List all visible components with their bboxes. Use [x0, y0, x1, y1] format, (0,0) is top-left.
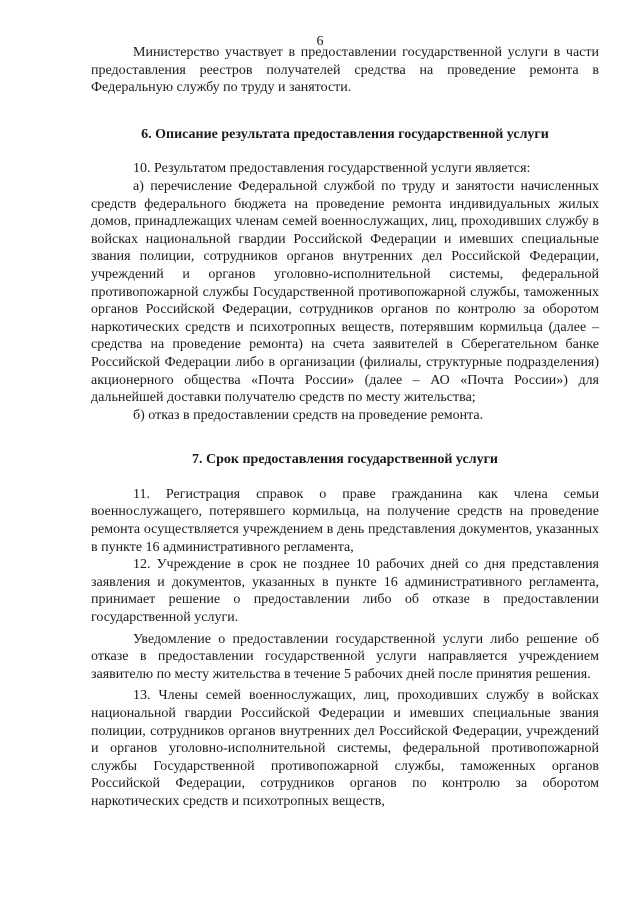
paragraph-ministry: Министерство участвует в предоставлении государственной услуги в части предоставления реестров получателей средства на проведение ремонта в Федеральную службу по труду и занятости. [91, 45, 599, 96]
section-7-heading: 7. Срок предоставления государственной услуги [192, 452, 498, 468]
paragraph-12-notice: Уведомление о предоставлении государственной услуги либо решение об отказе в предоставлении государственной услуги направляется учреждением заявителю по месту жительства в течение 5 рабочих дней после принятия решения. [91, 631, 599, 682]
paragraph-10a: а) перечисление Федеральной службой по труду и занятости начисленных средств федерального бюджета на проведение ремонта индивидуальных жилых домов, принадлежащих членам семей военнослужащих, лиц, проходивших службу в войсках национальной гвардии Российской Федерации и имевших специальные звания полиции, сотрудников органов внутренних дел Российской Федерации, учреждений и органов уголовно-исполнительной системы, федеральной противопожарной службы Государственной противопожарной службы, таможенных органов Российской Федерации, сотрудников органов по контролю за оборотом наркотических средств и психотропных веществ, потерявшим кормильца (далее – средства на проведение ремонта) на счета заявителей в Сберегательном банке Российской Федерации либо в организации (филиалы, структурные подразделения) акционерного общества «Почта России» (далее – АО «Почта России») для дальнейшей доставки получателю средств по месту жительства; [91, 178, 599, 406]
section-6-heading: 6. Описание результата предоставления государственной услуги [141, 126, 549, 142]
paragraph-11: 11. Регистрация справок о праве гражданина как члена семьи военнослужащего, потерявшего кормильца, на получение средств на проведение ремонта осуществляется учреждением в день представления документов, указанных в пункте 16 административного регламента, [91, 486, 599, 555]
paragraph-10: 10. Результатом предоставления государственной услуги является: [133, 161, 531, 177]
page-number: 6 [316, 34, 324, 49]
paragraph-10b: б) отказ в предоставлении средств на проведение ремонта. [133, 407, 484, 423]
paragraph-12: 12. Учреждение в срок не позднее 10 рабочих дней со дня представления заявления и документов, указанных в пункте 16 административного регламента, принимает решение о предоставлении либо об отказе в предоставлении государственной услуги. [91, 557, 599, 626]
paragraph-13: 13. Члены семей военнослужащих, лиц, проходивших службу в войсках национальной гвардии Российской Федерации и имевших специальные звания полиции, сотрудников органов внутренних дел Российской Федерации, учреждений и органов уголовно-исполнительной системы, федеральной противопожарной службы Государственной противопожарной службы, таможенных органов Российской Федерации, сотрудников органов по контролю за оборотом наркотических средств и психотропных веществ, [91, 688, 599, 809]
document-body [91, 44, 599, 811]
